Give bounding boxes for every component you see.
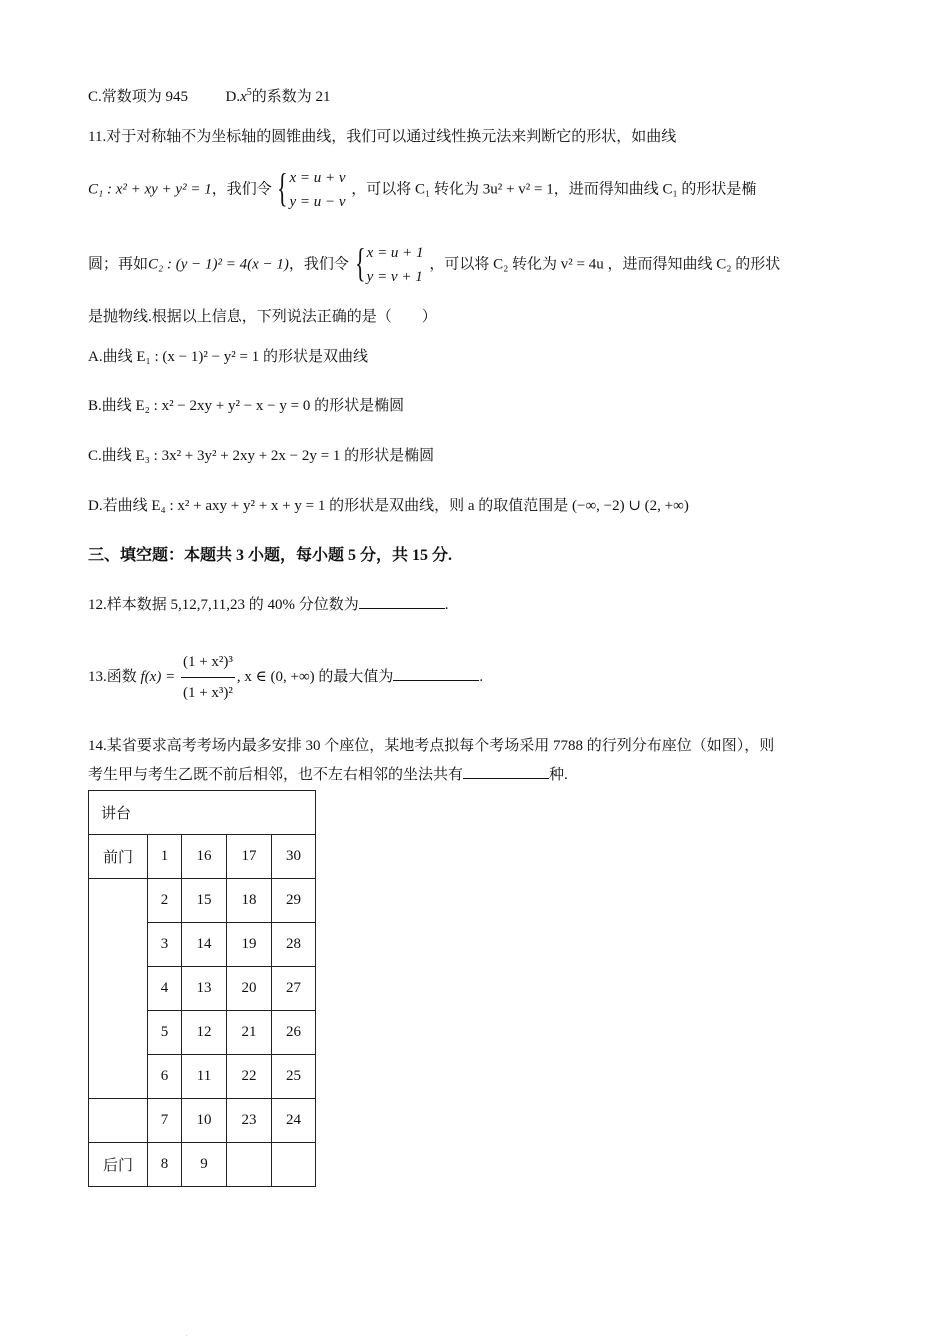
q13-answer-blank[interactable] (393, 666, 479, 681)
seat-cell: 21 (227, 1011, 272, 1055)
q11-c1-transform: ，可以将 C₁ 转化为 3u² + v² = 1，进而得知曲线 C₁ 的形状是椭 (351, 181, 757, 198)
seat-cell: 5 (148, 1011, 182, 1055)
q10-options (88, 86, 331, 108)
q11-option-c: C.曲线 E₃ : 3x² + 3y² + 2xy + 2x − 2y = 1 的形状是椭圆 (88, 448, 435, 464)
seat-cell: 10 (182, 1099, 227, 1143)
q11-c1-line: C₁ : x² + xy + y² = 1，我们令 { x = u + v y = u − v ，可以将 C₁ 转化为 3u² + v² = 1，进而得知曲线 C₁ 的形状是椭 (88, 166, 756, 214)
seat-cell: 18 (227, 879, 272, 923)
page-mark: . (186, 1332, 188, 1338)
q13-fraction: $\frac{\text{(1 + x²)³}}{\text{(1 + x³)²}}$ (181, 650, 235, 705)
aisle-cell (89, 1099, 148, 1143)
seat-cell: 2 (148, 879, 182, 923)
table-row (89, 879, 316, 923)
seat-cell: 14 (182, 923, 227, 967)
seat-cell (227, 1143, 272, 1187)
seat-cell: 23 (227, 1099, 272, 1143)
seat-cell: 19 (227, 923, 272, 967)
back-door-cell: 后门 (89, 1143, 148, 1187)
seat-cell: 7 (148, 1099, 182, 1143)
q11-c1-system: { x = u + v y = u − v (277, 165, 346, 210)
section-3-heading: 三、填空题：本题共 3 小题，每小题 5 分，共 15 分. (88, 547, 453, 564)
seat-cell: 30 (272, 835, 316, 879)
table-row (89, 1143, 316, 1187)
seat-cell: 12 (182, 1011, 227, 1055)
q11-intro: 11.对于对称轴不为坐标轴的圆锥曲线，我们可以通过线性换元法来判断它的形状，如曲线 (88, 129, 677, 145)
seat-cell: 26 (272, 1011, 316, 1055)
q11-c2-line: 圆；再如C₂ : (y − 1)² = 4(x − 1)，我们令 { x = u + 1 y = v + 1 ，可以将 C₂ 转化为 v² = 4u ，进而得知曲线 C₂ 的形状 (88, 241, 780, 289)
seat-cell: 6 (148, 1055, 182, 1099)
aisle-cell (89, 879, 148, 1099)
front-door-cell: 前门 (89, 835, 148, 879)
q11-c2-equation: C₂ : (y − 1)² = 4(x − 1) (148, 256, 289, 273)
seat-cell: 11 (182, 1055, 227, 1099)
q11-option-a: A.曲线 E₁ : (x − 1)² − y² = 1 的形状是双曲线 (88, 349, 369, 365)
seat-cell: 29 (272, 879, 316, 923)
q11-c1-equation: C₁ : x² + xy + y² = 1 (88, 181, 212, 198)
q12-answer-blank[interactable] (359, 594, 445, 609)
q11-option-d: D.若曲线 E₄ : x² + axy + y² + x + y = 1 的形状是双曲线，则 a 的取值范围是 (−∞, −2) ∪ (2, +∞) (88, 498, 689, 514)
seat-cell: 17 (227, 835, 272, 879)
table-row (89, 1099, 316, 1143)
table-row (89, 835, 316, 879)
seat-cell: 22 (227, 1055, 272, 1099)
seat-cell: 13 (182, 967, 227, 1011)
seat-cell (272, 1143, 316, 1187)
q14-line1: 14.某省要求高考考场内最多安排 30 个座位，某地考点拟每个考场采用 7788 的行列分布座位（如图），则 (88, 738, 775, 754)
seat-layout-table (88, 790, 316, 1187)
q14-line2: 考生甲与考生乙既不前后相邻，也不左右相邻的坐法共有 种. (88, 764, 568, 786)
table-row-podium (89, 791, 316, 835)
q12: 12.样本数据 5,12,7,11,23 的 40% 分位数为 . (88, 594, 448, 616)
q10-option-c: C.常数项为 945 (88, 89, 189, 105)
seat-cell: 1 (148, 835, 182, 879)
q10-option-d: $D.x^5$的系数为 21 (225, 87, 331, 105)
q11-question: 是抛物线.根据以上信息，下列说法正确的是（ ） (88, 309, 437, 325)
seat-cell: 8 (148, 1143, 182, 1187)
q11-option-b: B.曲线 E₂ : x² − 2xy + y² − x − y = 0 的形状是椭圆 (88, 398, 405, 414)
seat-cell: 3 (148, 923, 182, 967)
q11-c2-transform: ，可以将 C₂ 转化为 v² = 4u ，进而得知曲线 C₂ 的形状 (429, 256, 781, 273)
seat-cell: 28 (272, 923, 316, 967)
seat-cell: 20 (227, 967, 272, 1011)
seat-cell: 4 (148, 967, 182, 1011)
seat-cell: 25 (272, 1055, 316, 1099)
seat-cell: 24 (272, 1099, 316, 1143)
q13: 13.函数 f(x) = $\frac{\text{(1 + x²)³}}{\text{(1 + x³)²}}$ , x ∈ (0, +∞) 的最大值为 . (88, 650, 483, 705)
seat-cell: 9 (182, 1143, 227, 1187)
q14-answer-blank[interactable] (463, 764, 549, 779)
q13-function: f(x) = (140, 668, 176, 685)
seat-cell: 15 (182, 879, 227, 923)
seat-cell: 16 (182, 835, 227, 879)
seat-cell: 27 (272, 967, 316, 1011)
podium-cell: 讲台 (89, 791, 316, 835)
q11-c2-system: { x = u + 1 y = v + 1 (354, 240, 424, 285)
